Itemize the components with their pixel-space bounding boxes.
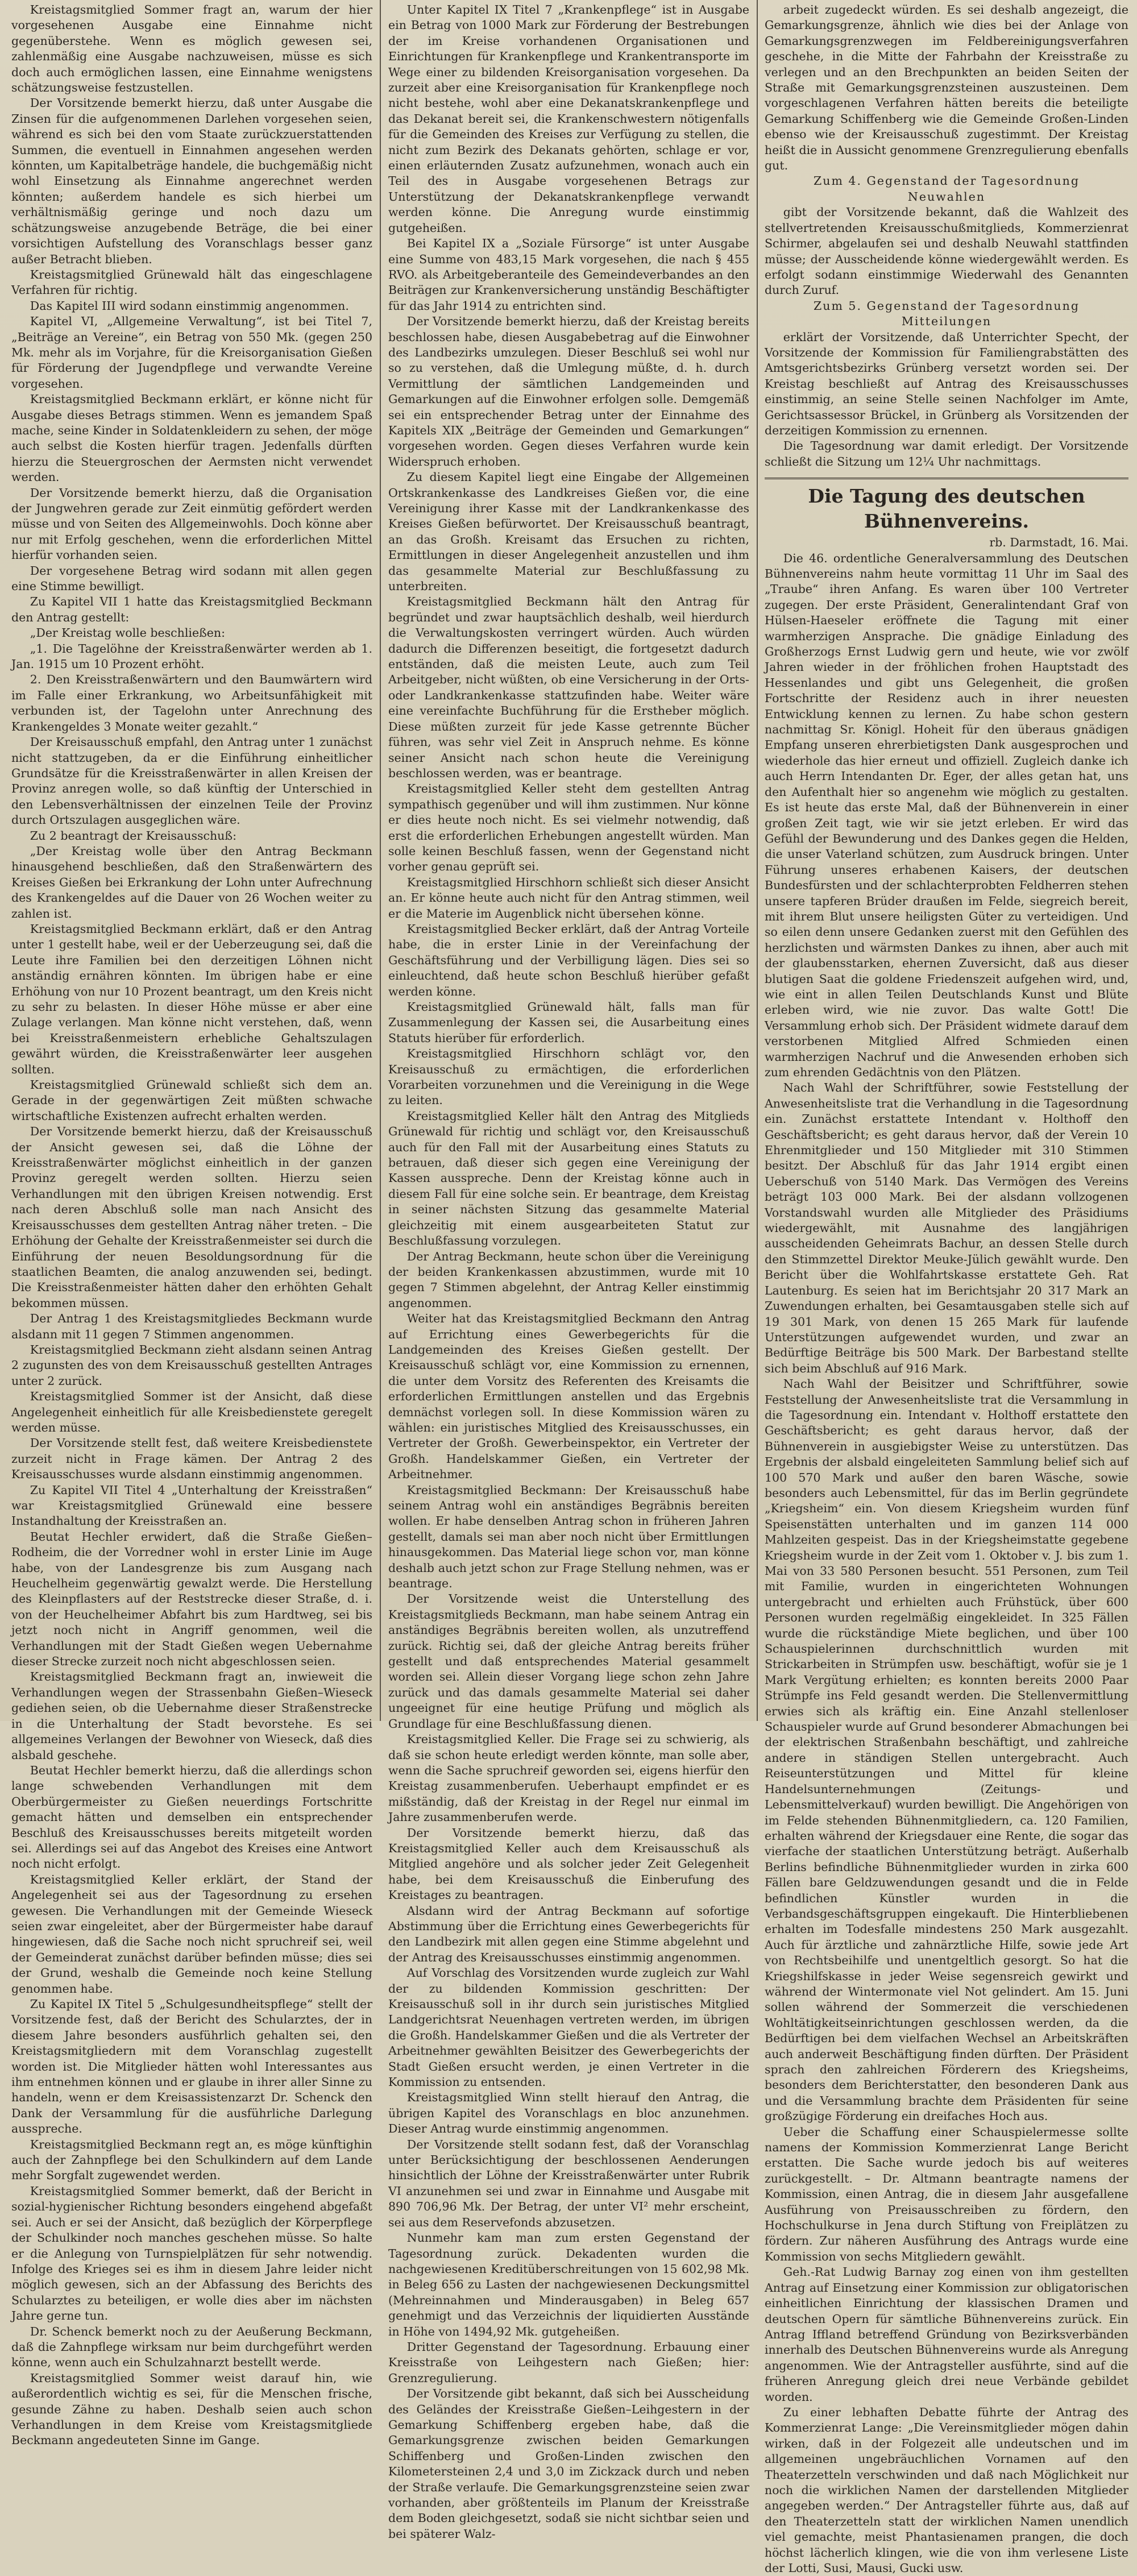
paragraph: Kreistagsmitglied Beckmann: Der Kreisausschuß habe seinem Antrag wohl ein anständiges Begräbnis bereiten wollen. Er habe denselben Antrag schon in früheren Jahren gestellt, damals sei man aber noch nicht über Ermittlungen hinausgekommen. Das Material liege schon vor, man könne deshalb auch jetzt schon zur Frage Stellung nehmen, was er beantrage.: [388, 1483, 749, 1591]
column-divider: [757, 0, 758, 1721]
paragraph: „Der Kreistag wolle beschließen:: [30, 626, 226, 640]
paragraph: Neuwahlen: [907, 189, 986, 204]
paragraph: Zu Kapitel IX Titel 5 „Schulgesundheitspflege“ stellt der Vorsitzende fest, daß der Bericht des Schularztes, der in diesem Jahre besonders ausführlich gehalten sei, den Kreistagsmitgliedern mit dem Voranschlag zugestellt worden ist. Die Mitglieder hätten wohl Interessantes aus ihm entnehmen können und er glaube in ihrer aller Sinne zu handeln, wenn er dem Kreisassistenzarzt Dr. Schenck den Dank der Versammlung für die ausführliche Darlegung ausspreche.: [11, 1997, 372, 2136]
paragraph: Kapitel VI, „Allgemeine Verwaltung“, ist bei Titel 7, „Beiträge an Vereine“, ein Betrag von 550 Mk. (gegen 250 Mk. mehr als im Vorjahre, für die Kreisorganisation Gießen für Förderung der Jugendpflege und verwandte Vereine vorgesehen.: [11, 314, 372, 391]
paragraph: Der Vorsitzende bemerkt hierzu, daß das Kreistagsmitglied Keller auch dem Kreisausschuß als Mitglied angehöre und als solcher jeder Zeit Gelegenheit habe, bei dem Kreisausschuß die Einberufung des Kreistages zu beantragen.: [388, 1826, 749, 1902]
paragraph: Kreistagsmitglied Beckmann erklärt, er könne nicht für Ausgabe dieses Betrags stimmen. Wenn es jemandem Spaß mache, seine Kinder in Soldatenkleidern zu sehen, der möge auch selbst die Kosten hierfür tragen. Jedenfalls dürften hierzu die Steuergroschen der Aermsten nicht verwendet werden.: [11, 392, 372, 484]
paragraph: Weiter hat das Kreistagsmitglied Beckmann den Antrag auf Errichtung eines Gewerbegerichts für die Landgemeinden des Kreises Gießen gestellt. Der Kreisausschuß schlägt vor, eine Kommission zu ernennen, die unter dem Vorsitz des Referenten des Kreisamts die erforderlichen Ermittlungen anstellen und das Ergebnis demnächst vorlegen soll. In diese Kommission wären zu wählen: ein juristisches Mitglied des Kreisausschusses, ein Vertreter der Großh. Gewerbeinspektor, ein Vertreter der Großh. Handelskammer Gießen, ein Vertreter der Arbeitnehmer.: [388, 1312, 749, 1482]
paragraph: Kreistagsmitglied Sommer weist darauf hin, wie außerordentlich wichtig es sei, für die Menschen frische, gesunde Zähne zu haben. Deshalb seien auch schon Verhandlungen in dem Kreise vom Kreistagsmitgliede Beckmann angedeuteten Sinne im Gange.: [11, 2371, 372, 2448]
paragraph: Der Vorsitzende stellt sodann fest, daß der Voranschlag unter Berücksichtigung der beschlossenen Aenderungen hinsichtlich der Löhne der Kreisstraßenwärter unter Rubrik VI anzunehmen sei und zwar in Einnahme und Ausgabe mit 890 706,96 Mk. Der Betrag, der unter VI² mehr erscheint, sei aus dem Reservefonds abzusetzen.: [388, 2137, 749, 2229]
paragraph: Die 46. ordentliche Generalversammlung des Deutschen Bühnenvereins nahm heute vormittag 11 Uhr im Saal des „Traube“ ihren Anfang. Es waren über 100 Vertreter zugegen. Der erste Präsident, Generalintendant Graf von Hülsen-Haeseler eröffnete die Tagung mit einer warmherzigen Ansprache. Die gnädige Einladung des Großherzogs Ernst Ludwig gern und heute, wie vor zwölf Jahren wieder in der fröhlichen frohen Hauptstadt des Hessenlandes und gibt uns Gelegenheit, die großen Fortschritte der Residenz auch in ihrer neuesten Entwicklung kennen zu lernen. Zu habe schon gestern nachmittag Sr. Königl. Hoheit für den überaus gnädigen Empfang unseren ehrerbietigsten Dank ausgesprochen und wiederhole das hier erneut und offiziell. Zugleich danke ich auch Herrn Intendanten Dr. Eger, der alles getan hat, uns den Aufenthalt hier so angenehm wie möglich zu gestalten. Es ist heute das erste Mal, daß der Bühnenverein in einer großen Zeit tagt, wie wir sie jetzt erleben. Er wird das Gefühl der Bewunderung und des Dankes gegen die Helden, die unser Vaterland schützen, zum Ausdruck bringen. Unter Führung unseres erhabenen Kaisers, der deutschen Bundesfürsten und der schlachterprobten Feldherren stehen unsere tapferen Brüder draußen im Felde, siegreich bereit, mit ihrem Blut unsere heiligsten Güter zu verteidigen. Und so eilen denn unsere Gedanken zuerst mit den Gefühlen des herzlichsten und wärmsten Dankes zu ihnen, aber auch mit der glaubensstarken, ehernen Zuversicht, daß aus dieser blutigen Saat die goldene Friedenszeit aufgehen wird, und, wie eint in allen Teilen Deutschlands Kunst und Blüte erleben wird, wie nie zuvor. Das walte Gott! Die Versammlung erhob sich. Der Präsident widmete darauf dem verstorbenen Mitglied Alfred Schmieden einen warmherzigen Nachruf und die Anwesenden erhoben sich zum ehrenden Gedächtnis von den Plätzen.: [765, 551, 1128, 1079]
paragraph: Kreistagsmitglied Grünewald schließt sich dem an. Gerade in der gegenwärtigen Zeit müßten schwache wirtschaftliche Existenzen aufrecht erhalten werden.: [11, 1078, 372, 1123]
paragraph: „1. Die Tagelöhne der Kreisstraßenwärter werden ab 1. Jan. 1915 um 10 Prozent erhöht.: [11, 641, 372, 671]
paragraph: Die Tagesordnung war damit erledigt. Der Vorsitzende schließt die Sitzung um 12¼ Uhr nachmittags.: [765, 439, 1128, 468]
paragraph: Kreistagsmitglied Winn stellt hierauf den Antrag, die übrigen Kapitel des Voranschlags en bloc anzunehmen. Dieser Antrag wurde einstimmig angenommen.: [388, 2090, 749, 2136]
paragraph: gibt der Vorsitzende bekannt, daß die Wahlzeit des stellvertretenden Kreisausschußmitglieds, Kommerzienrat Schirmer, abgelaufen sei und deshalb Neuwahl stattfinden müsse; der Ausscheidende könne wiedergewählt werden. Es erfolgt sodann einstimmige Wiederwahl des Genannten durch Zuruf.: [765, 205, 1128, 297]
paragraph: Nunmehr kam man zum ersten Gegenstand der Tagesordnung zurück. Dekadenten wurden die nachgewiesenen Kreditüberschreitungen von 15 602,98 Mk. in Beleg 656 zu Lasten der nachgewiesenen Deckungsmittel (Mehreinnahmen und Minderausgaben) in Beleg 657 genehmigt und das Verzeichnis der liquidierten Ausstände in Höhe von 1494,92 Mk. gutgeheißen.: [388, 2231, 749, 2338]
paragraph: Kreistagsmitglied Beckmann fragt an, inwieweit die Verhandlungen wegen der Strassenbahn Gießen–Wieseck gediehen seien, ob die Uebernahme dieser Straßenstrecke in die Unterhaltung der Stadt bevorstehe. Es sei allgemeines Verlangen der Bewohner von Wieseck, daß dies alsbald geschehe.: [11, 1670, 372, 1762]
paragraph: Kreistagsmitglied Becker erklärt, daß der Antrag Vorteile habe, die in erster Linie in der Vereinfachung der Geschäftsführung und der Verbilligung lägen. Dies sei so einleuchtend, daß heute schon Beschluß hierüber gefaßt werden könne.: [388, 922, 749, 998]
column-2: [388, 2, 749, 2541]
paragraph: arbeit zugedeckt würden. Es sei deshalb angezeigt, die Gemarkungsgrenze, ähnlich wie dies bei der Anlage von Gemarkungsgrenzwegen im Feldbereinigungsverfahren geschehe, in die Mitte der Fahrbahn der Kreisstraße zu verlegen und an den Brechpunkten an beiden Seiten der Straße mit Gemarkungsgrenzsteinen auszusteinen. Dem vorgeschlagenen Verfahren hätten bereits die beteiligte Gemarkung Schiffenberg wie die Gemeinde Großen-Linden ebenso wie der Kreisausschuß zugestimmt. Der Kreistag heißt die in Aussicht genommene Grenzregulierung ebenfalls gut.: [765, 3, 1128, 173]
paragraph: Auf Vorschlag des Vorsitzenden wurde zugleich zur Wahl der zu bildenden Kommission geschritten: Der Kreisausschuß soll in ihr durch sein juristisches Mitglied Landgerichtsrat Neuenhagen vertreten werden, im übrigen die Großh. Handelskammer Gießen und die als Vertreter der Arbeitnehmer gewählten Beisitzer des Gewerbegerichts der Stadt Gießen ersucht werden, je einen Vertreter in die Kommission zu entsenden.: [388, 1966, 749, 2089]
paragraph: Dritter Gegenstand der Tagesordnung. Erbauung einer Kreisstraße von Leihgestern nach Gießen; hier: Grenzregulierung.: [388, 2339, 749, 2385]
paragraph: Beutat Hechler erwidert, daß die Straße Gießen–Rodheim, die der Vorredner wohl in erster Linie im Auge habe, von der Landesgrenze bis zum Ausgang nach Heuchelheim gegenwärtig gewalzt werde. Die Herstellung des Kleinpflasters auf der Reststrecke dieser Straße, d. i. von der Heuchelheimer Abfahrt bis zum Hardtweg, sei bis jetzt noch nicht in Angriff genommen, weil die Verhandlungen mit der Stadt Gießen wegen Uebernahme dieser Strecke zurzeit noch nicht abgeschlossen seien.: [11, 1529, 372, 1669]
paragraph: Nach Wahl der Beisitzer und Schriftführer, sowie Feststellung der Anwesenheitsliste trat die Versammlung in die Tagesordnung ein. Intendant v. Holthoff erstattete den Geschäftsbericht; es geht daraus hervor, daß der Bühnenverein in ausgiebigster Weise zu unterstützen. Das Ergebnis der alsbald eingeleiteten Sammlung belief sich auf 100 570 Mark und außer den baren Wäsche, sowie besonders auch Lebensmittel, für das im Berlin gegründete „Kriegsheim“ ein. Von diesem Kriegsheim wurden fünf Speisenstätten unterhalten und im ganzen 114 000 Mahlzeiten gespeist. Das in der Kriegsheimstatte gegebene Kriegsheim wurde in der Zeit vom 1. Oktober v. J. bis zum 1. Mai von 33 580 Personen besucht. 551 Personen, zum Teil mit Familie, wurden in eingerichteten Wohnungen untergebracht und erhielten auch Frühstück, über 600 Personen wurden regelmäßig eingekleidet. In 325 Fällen wurde die rückständige Miete beglichen, und über 100 Schauspielerinnen durchschnittlich wurden mit Strickarbeiten in Strümpfen usw. beschäftigt, wofür sie je 1 Mark Vergütung erhielten; es konnten bereits 2000 Paar Strümpfe ins Feld gesandt werden. Die Stellenvermittlung erwies sich als kräftig ein. Eine Anzahl stellenloser Schauspieler wurde auf Grund besonderer Abmachungen bei der elektrischen Straßenbahn beschäftigt, und zahlreiche andere in ständigen Stellen untergebracht. Auch Reiseunterstützungen und Mittel für kleine Handelsunternehmungen (Zeitungs- und Lebensmittelverkauf) wurden bewilligt. Die Angehörigen von im Felde stehenden Bühnenmitgliedern, ca. 120 Familien, erhalten während der Kriegsdauer eine Rente, die sogar das vierfache der staatlichen Unterstützung beträgt. Außerhalb Berlins befindliche Bühnenmitglieder wurden in zirka 600 Fällen bare Geldzuwendungen gesandt und die in Felde befindlichen Künstler wurden in die Verbandsgeschäftsgruppen eingekauft. Die Hinterbliebenen erhalten im Todesfalle mindestens 250 Mark ausgezahlt. Auch für ärztliche und zahnärztliche Hilfe, sowie jede Art von Rechtsbeihilfe und unentgeltlich gesorgt. So hat die Kriegshilfskasse in jeder Weise segensreich gewirkt und während der Wintermonate viel Not gelindert. Am 15. Juni sollen während der Sommerzeit die verschiedenen Wohltätigkeitseinrichtungen geschlossen werden, da die Bedürftigen bei dem vielfachen Wechsel an Arbeitskräften auch anderweit Beschäftigung finden dürften. Der Präsident sprach den zahlreichen Förderern des Kriegsheims, besonders dem Berichterstatter, den besonderen Dank aus und die Versammlung brachte dem Präsidenten für seine großzügige Förderung ein dreifaches Hoch aus.: [765, 1377, 1128, 2123]
paragraph: Mitteilungen: [901, 314, 992, 329]
paragraph: Der Vorsitzende bemerkt hierzu, daß die Organisation der Jungwehren gerade zur Zeit einmütig gefördert werden müsse und von Seiten des Allgemeinwohls. Doch könne aber nur mit Erfolg geschehen, wenn die erforderlichen Mittel hierfür vorhanden seien.: [11, 486, 372, 562]
paragraph: Das Kapitel III wird sodann einstimmig angenommen.: [30, 298, 349, 313]
paragraph: Ueber die Schaffung einer Schauspielermesse sollte namens der Kommission Kommerzienrat Lange Bericht erstatten. Die Sache wurde jedoch bis auf weiteres zurückgestellt. – Dr. Altmann beantragte namens der Kommission, einen Antrag, die in diesem Jahr ausgefallene Ausführung von Preisausschreiben zu fördern, den Hochschulkurse in Jena durch Stiftung von Freiplätzen zu fördern. Zur näheren Ausführung des Antrags wurde eine Kommission von sechs Mitgliedern gewählt.: [765, 2125, 1128, 2263]
paragraph: Kreistagsmitglied Grünewald hält das eingeschlagene Verfahren für richtig.: [11, 267, 372, 297]
column-3: [765, 2, 1128, 2575]
paragraph: Kreistagsmitglied Sommer bemerkt, daß der Bericht in sozial-hygienischer Richtung besonders eingehend abgefaßt sei. Auch er sei der Ansicht, daß bezüglich der Körperpflege der Schulkinder noch manches geschehen müsse. So halte er die Anlegung von Turnspielplätzen für sehr notwendig. Infolge des Krieges sei es ihm in diesem Jahre leider nicht möglich gewesen, sich an der Abfassung des Berichts des Schularztes zu beteiligen, er wolle dies aber im nächsten Jahre gerne tun.: [11, 2184, 372, 2323]
paragraph: Der Vorsitzende gibt bekannt, daß sich bei Ausscheidung des Geländes der Kreisstraße Gießen–Leihgestern in der Gemarkung Schiffenberg ergeben habe, daß die Gemarkungsgrenze zwischen beiden Gemarkungen Schiffenberg und Großen-Linden zwischen den Kilometersteinen 2,4 und 3,0 im Zickzack durch und neben der Straße verlaufe. Die Gemarkungsgrenzsteine seien zwar vorhanden, aber größtenteils im Planum der Kreisstraße dem Boden gleichgesetzt, sodaß sie nicht sichtbar seien und bei späterer Walz-: [388, 2387, 749, 2541]
paragraph: Kreistagsmitglied Beckmann zieht alsdann seinen Antrag 2 zugunsten des von dem Kreisausschuß gestellten Antrages unter 2 zurück.: [11, 1342, 372, 1388]
paragraph: Zum 5. Gegenstand der Tagesordnung: [814, 298, 1080, 313]
paragraph: Geh.-Rat Ludwig Barnay zog einen von ihm gestellten Antrag auf Einsetzung einer Kommission zur obligatorischen einheitlichen Einrichtung der klassischen Dramen und deutschen Opern für sämtliche Bühnenvereins zurück. Ein Antrag Iffland betreffend Gründung von Bezirksverbänden innerhalb des Deutschen Bühnenvereins wurde als Anregung angenommen. Wie der Antragsteller ausführte, sind auf die früheren Anregung gleich drei neue Verbände gebildet worden.: [765, 2265, 1128, 2404]
paragraph: Der Vorsitzende bemerkt hierzu, daß unter Ausgabe die Zinsen für die aufgenommenen Darlehen vorgesehen seien, während es sich bei den vom Staate zurückzuerstattenden Summen, die eventuell in Einnahmen angesehen werden könnten, um Kapitalbeträge handele, die buchgemäßig nicht wohl Einsetzung als Einnahme angerechnet werden könnten; außerdem handele es sich hierbei um verhältnismäßig geringe und noch dazu um schätzungsweise anzugebende Beträge, die bei einer vorsichtigen Aufstellung des Voranschlags besser ganz außer Betracht blieben.: [11, 96, 372, 266]
paragraph: „Der Kreistag wolle über den Antrag Beckmann hinausgehend beschließen, daß den Straßenwärtern des Kreises Gießen bei Erkrankung der Lohn unter Aufrechnung des Krankengeldes auf die Dauer von 26 Wochen weiter zu zahlen ist.: [11, 844, 372, 920]
article-dateline: rb. Darmstadt, 16. Mai.: [989, 536, 1128, 550]
paragraph: Zu 2 beantragt der Kreisausschuß:: [30, 828, 236, 843]
paragraph: Der Vorsitzende bemerkt hierzu, daß der Kreistag bereits beschlossen habe, diesen Ausgabebetrag auf die Einwohner des Landbezirks umzulegen. Dieser Beschluß sei wohl nur so zu verstehen, daß die Umlegung müßte, d. h. durch Vermittlung der sämtlichen Landgemeinden und Gemarkungen auf die Einwohner erfolgen solle. Demgemäß sei ein entsprechender Betrag unter der Einnahme des Kapitels XIX „Beiträge der Gemeinden und Gemarkungen“ vorgesehen worden. Gegen dieses Verfahren wurde kein Widerspruch erhoben.: [388, 314, 749, 468]
paragraph: Zu Kapitel VII Titel 4 „Unterhaltung der Kreisstraßen“ war Kreistagsmitglied Grünewald eine bessere Instandhaltung der Kreisstraßen an.: [11, 1483, 372, 1528]
paragraph: Der Vorsitzende stellt fest, daß weitere Kreisbedienstete zurzeit nicht in Frage kämen. Der Antrag 2 des Kreisausschusses wurde alsdann einstimmig angenommen.: [11, 1436, 372, 1482]
paragraph: Kreistagsmitglied Hirschhorn schließt sich dieser Ansicht an. Er könne heute auch nicht für den Antrag stimmen, weil er die Materie im Augenblick nicht übersehen könne.: [388, 875, 749, 920]
paragraph: Kreistagsmitglied Beckmann regt an, es möge künftighin auch der Zahnpflege bei den Schulkindern auf dem Lande mehr Sorgfalt zugewendet werden.: [11, 2137, 372, 2183]
paragraph: Dr. Schenck bemerkt noch zu der Aeußerung Beckmann, daß die Zahnpflege wirksam nur beim durchgeführt werden könne, wenn auch ein Schulzahnarzt bestellt werde.: [11, 2324, 372, 2370]
paragraph: erklärt der Vorsitzende, daß Unterrichter Specht, der Vorsitzende der Kommission für Familiengrabstätten des Amtsgerichtsbezirks Grünberg versetzt worden sei. Der Kreistag beschließt auf Antrag des Kreisausschusses einstimmig, an seine Stelle seinen Nachfolger im Amte, Gerichtsassessor Brückel, in Grünberg als Vorsitzenden der derzeitigen Kommission zu ernennen.: [765, 330, 1128, 437]
paragraph: Nach Wahl der Schriftführer, sowie Feststellung der Anwesenheitsliste trat die Verhandlung in die Tagesordnung ein. Zunächst erstattete Intendant v. Holthoff den Geschäftsbericht; es geht daraus hervor, daß der Verein 10 Ehrenmitglieder und 150 Mitglieder mit 310 Stimmen besitzt. Der Abschluß für das Jahr 1914 ergibt einen Ueberschuß von 5140 Mark. Das Vermögen des Vereins beträgt 103 000 Mark. Bei der alsdann vollzogenen Vorstandswahl wurden alle Mitglieder des Präsidiums wiedergewählt, mit Ausnahme des langjährigen ausscheidenden Geheimrats Bachur, an dessen Stelle durch den Stimmzettel Direktor Meuke-Jülich gewählt wurde. Den Bericht über die Wohlfahrtskasse erstattete Geh. Rat Lautenburg. Es seien hat im Berichtsjahr 20 317 Mark an Zuwendungen erhalten, bei Gesamtausgaben stelle sich auf 19 301 Mark, von denen 15 265 Mark für laufende Unterstützungen aufgewendet wurden, und zwar an Bedürftige Beiträge bis 500 Mark. Der Barbestand stellte sich beim Abschluß auf 916 Mark.: [765, 1081, 1128, 1375]
paragraph: Kreistagsmitglied Sommer fragt an, warum der hier vorgesehenen Ausgabe eine Einnahme nicht gegenüberstehe. Wenn es möglich gewesen sei, zahlenmäßig eine Ausgabe nachzuweisen, müsse es sich doch auch ermöglichen lassen, eine Einnahme wenigstens schätzungsweise festzustellen.: [11, 3, 372, 95]
paragraph: Alsdann wird der Antrag Beckmann auf sofortige Abstimmung über die Errichtung eines Gewerbegerichts für den Landbezirk mit allen gegen eine Stimme abgelehnt und der Antrag des Kreisausschusses einstimmig angenommen.: [388, 1903, 749, 1964]
kreistag-report-continued: [765, 2, 1128, 470]
paragraph: Zu Kapitel VII 1 hatte das Kreistagsmitglied Beckmann den Antrag gestellt:: [11, 595, 372, 624]
paragraph: Der vorgesehene Betrag wird sodann mit allen gegen eine Stimme bewilligt.: [11, 563, 372, 594]
paragraph: Der Kreisausschuß empfahl, den Antrag unter 1 zunächst nicht stattzugeben, da er die Einführung einheitlicher Grundsätze für die Kreisstraßenwärter in allen Kreisen der Provinz anregen wolle, so daß künftig der Unterschied in den Lebensverhältnissen der einzelnen Teile der Provinz durch Ortszulagen ausgeglichen wäre.: [11, 735, 372, 827]
paragraph: Kreistagsmitglied Hirschhorn schlägt vor, den Kreisausschuß zu ermächtigen, die erforderlichen Vorarbeiten vorzunehmen und die Vereinigung in die Wege zu leiten.: [388, 1047, 749, 1107]
paragraph: Unter Kapitel IX Titel 7 „Krankenpflege“ ist in Ausgabe ein Betrag von 1000 Mark zur Förderung der Bestrebungen der im Kreise vorhandenen Organisationen und Einrichtungen für Krankenpflege und Krankentransporte im Wege einer zu bildenden Kreisorganisation vorgesehen. Da zurzeit aber eine Kreisorganisation für Krankenpflege noch nicht bestehe, wohl aber eine Dekanatskrankenpflege und das Dekanat bereit sei, die Krankenschwestern nötigenfalls für die Gemeinden des Kreises zur Verfügung zu stellen, die nicht zum Bezirk des Dekanats gehörten, schlage er vor, einen erläuternden Zusatz aufzunehmen, wonach auch ein Teil des in Ausgabe vorgesehenen Betrags zur Unterstützung der Dekanatskrankenpflege verwandt werden könne. Die Anregung wurde einstimmig gutgeheißen.: [388, 3, 749, 235]
paragraph: Kreistagsmitglied Beckmann hält den Antrag für begründet und zwar hauptsächlich deshalb, weil hierdurch die Verwaltungskosten verringert würden. Auch würden dadurch die Differenzen beseitigt, die fortgesetzt dadurch entständen, daß die meisten Leute, auch zum Teil Arbeitgeber, nicht wüßten, ob eine Versicherung in der Orts- oder Landkrankenkasse stattzufinden habe. Weiter wäre eine vereinfachte Buchführung für die Erstheber möglich. Diese müßten zurzeit für jede Kasse getrennte Bücher führen, was sehr viel Zeit in Anspruch nehme. Es könne seiner Ansicht nach schon heute die Vereinigung beschlossen werden, was er beantrage.: [388, 595, 749, 780]
paragraph: Kreistagsmitglied Beckmann erklärt, daß er den Antrag unter 1 gestellt habe, weil er der Ueberzeugung sei, daß die Leute ihre Familien bei den derzeitigen Löhnen nicht anständig ernähren könnten. Im übrigen habe er eine Erhöhung von nur 10 Prozent beantragt, um den Kreis nicht zu sehr zu belasten. In dieser Höhe müsse er aber eine Zulage verlangen. Man könne nicht verstehen, daß, wenn bei Kreisstraßenmeistern erhebliche Gehaltszulagen gewährt würden, die Kreisstraßenwärter leer ausgehen sollten.: [11, 922, 372, 1076]
paragraph: 2. Den Kreisstraßenwärtern und den Baumwärtern wird im Falle einer Erkrankung, wo Arbeitsunfähigkeit mit verbunden ist, der Tagelohn unter Anrechnung des Krankengeldes 3 Monate weiter gezahlt.“: [11, 673, 372, 733]
article-headline: Die Tagung des deutschen Bühnenvereins.: [765, 478, 1128, 534]
paragraph: Kreistagsmitglied Keller steht dem gestellten Antrag sympathisch gegenüber und will ihm zustimmen. Nur könne er dies heute noch nicht. Es sei vielmehr notwendig, daß erst die erforderlichen Erhebungen angestellt würden. Man solle keinen Beschluß fassen, wenn der Gegenstand nicht vorher genau geprüft sei.: [388, 782, 749, 874]
paragraph: Zu einer lebhaften Debatte führte der Antrag des Kommerzienrat Lange: „Die Vereinsmitglieder mögen dahin wirken, daß in der Folgezeit alle undeutschen und im allgemeinen ungebräuchlichen Vornamen auf den Theaterzetteln verschwinden und daß nach Möglichkeit nur noch die wirklichen Namen der darstellenden Mitglieder angegeben werden.“ Der Antragsteller führte aus, daß auf den Theaterzetteln statt der wirklichen Namen unendlich viel gemachte, meist Phantasienamen prangen, die doch höchst lächerlich klingen, wie die von ihm verlesene Liste der Lotti, Susi, Mausi, Gucki usw.: [765, 2405, 1128, 2575]
paragraph: Beutat Hechler bemerkt hierzu, daß die allerdings schon lange schwebenden Verhandlungen mit dem Oberbürgermeister zu Gießen neuerdings Fortschritte gemacht hätten und demselben ein entsprechender Beschluß des Kreisausschusses bereits mitgeteilt worden sei. Allerdings sei auf das Angebot des Kreises eine Antwort noch nicht erfolgt.: [11, 1763, 372, 1871]
paragraph: Zum 4. Gegenstand der Tagesordnung: [814, 174, 1080, 188]
column-1: [11, 2, 372, 2448]
article-body: [765, 551, 1128, 2576]
paragraph: Kreistagsmitglied Keller hält den Antrag des Mitglieds Grünewald für richtig und schlägt vor, den Kreisausschuß auch für den Fall mit der Ausarbeitung eines Statuts zu betrauen, daß dieser sich gegen eine Vereinigung der Kassen ausspreche. Denn der Kreistag könne auch in diesem Fall für eine solche sein. Er beantrage, dem Kreistag in seiner nächsten Sitzung das gesammelte Material gleichzeitig mit einem ausgearbeiteten Statut zur Beschlußfassung vorzulegen.: [388, 1109, 749, 1248]
paragraph: Bei Kapitel IX a „Soziale Fürsorge“ ist unter Ausgabe eine Summe von 483,15 Mark vorgesehen, die nach § 455 RVO. als Arbeitgeberanteile des Gemeindeverbandes an den Beiträgen zur Krankenversicherung unständig Beschäftigter für das Jahr 1914 zu entrichten sind.: [388, 237, 749, 313]
paragraph: Kreistagsmitglied Keller erklärt, der Stand der Angelegenheit sei aus der Tagesordnung zu ersehen gewesen. Die Verhandlungen mit der Gemeinde Wieseck seien zwar eingeleitet, aber der Bürgermeister habe darauf hingewiesen, daß die Sache noch nicht spruchreif sei, weil der Gemeinderat zunächst darüber befinden müsse; dies sei der Grund, weshalb die Gemeinde noch keine Stellung genommen habe.: [11, 1872, 372, 1996]
paragraph: Der Vorsitzende weist die Unterstellung des Kreistagsmitglieds Beckmann, man habe seinem Antrag ein anständiges Begräbnis bereiten wollen, als unzutreffend zurück. Richtig sei, daß der gleiche Antrag bereits früher gestellt und daß entsprechendes Material gesammelt worden sei. Allein dieser Vorgang liege schon zehn Jahre zurück und das damals gesammelte Material sei daher ungeeignet für eine heutige Prüfung und möglich als Grundlage für eine Beschlußfassung dienen.: [388, 1592, 749, 1731]
paragraph: Der Antrag Beckmann, heute schon über die Vereinigung der beiden Krankenkassen abzustimmen, wurde mit 10 gegen 7 Stimmen abgelehnt, der Antrag Keller einstimmig angenommen.: [388, 1249, 749, 1310]
paragraph: Kreistagsmitglied Keller. Die Frage sei zu schwierig, als daß sie schon heute erledigt werden könnte, man solle aber, wenn die Sache spruchreif geworden sei, eigens hierfür den Kreistag zusammenberufen. Ueberhaupt empfindet er es mißständig, daß der Kreistag in der Regel nur einmal im Jahre zusammenberufen werde.: [388, 1732, 749, 1824]
paragraph: Kreistagsmitglied Sommer ist der Ansicht, daß diese Angelegenheit einheitlich für alle Kreisbedienstete geregelt werden müsse.: [11, 1389, 372, 1434]
paragraph: Kreistagsmitglied Grünewald hält, falls man für Zusammenlegung der Kassen sei, die Ausarbeitung eines Statuts hierüber für erforderlich.: [388, 1000, 749, 1045]
paragraph: Zu diesem Kapitel liegt eine Eingabe der Allgemeinen Ortskrankenkasse des Landkreises Gießen vor, die eine Vereinigung ihrer Kasse mit der Landkrankenkasse des Kreises Gießen befürwortet. Der Kreisausschuß beantragt, an das Großh. Kreisamt das Ersuchen zu richten, Ermittlungen in dieser Angelegenheit anzustellen und ihm das gesammelte Material zur Beschlußfassung zu unterbreiten.: [388, 470, 749, 594]
paragraph: Der Antrag 1 des Kreistagsmitgliedes Beckmann wurde alsdann mit 11 gegen 7 Stimmen angenommen.: [11, 1312, 372, 1341]
paragraph: Der Vorsitzende bemerkt hierzu, daß der Kreisausschuß der Ansicht gewesen sei, daß die Löhne der Kreisstraßenwärter möglichst einheitlich in der ganzen Provinz geregelt werden sollten. Hierzu seien Verhandlungen mit den übrigen Kreisen notwendig. Erst nach deren Abschluß solle man nach Ansicht des Kreisausschusses dem gestellten Antrag näher treten. – Die Erhöhung der Gehalte der Kreisstraßenmeister sei durch die Einführung der neuen Besoldungsordnung für die staatlichen Beamten, die analog anzuwenden sei, bedingt. Die Kreisstraßenmeister hätten daher den erhöhten Gehalt bekommen müssen.: [11, 1125, 372, 1310]
column-divider: [380, 0, 381, 1721]
